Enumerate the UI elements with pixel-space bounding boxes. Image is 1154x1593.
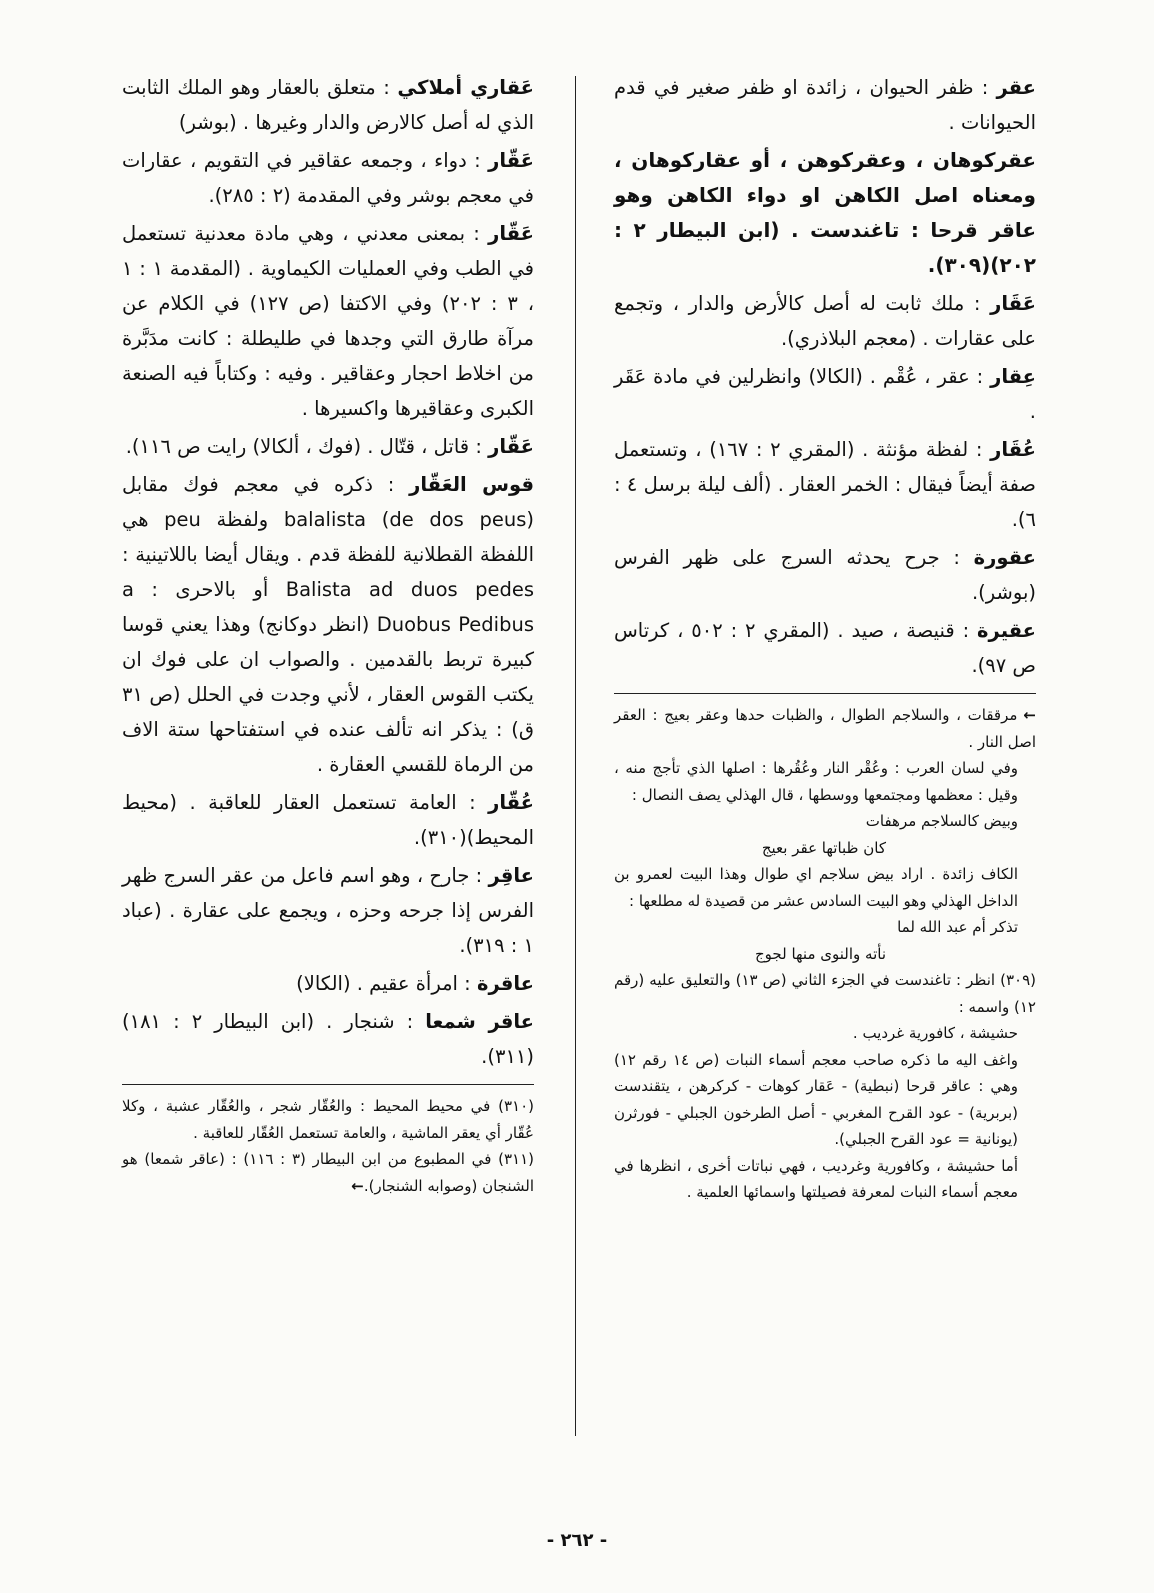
entry-text: عقركوهان ، وعقركوهن ، أو عقاركوهان ، ومعناه اصل الكاهن او دواء الكاهن وهو عاقر قرحا : تاغندست . (ابن البيطار ٢ : ٢٠٢)(٣٠٩). [614,148,1036,277]
entry-headword: عاقِر [488,864,534,887]
page-number: - ٢٦٢ - [546,1530,608,1551]
entry-text: : جرح يحدثه السرج على ظهر الفرس (بوشر). [614,546,1036,604]
entry [614,286,1036,356]
entry-text: : العامة تستعمل العقار للعاقبة . (محيط المحيط)(٣١٠). [122,791,534,849]
footnote-verse: تذكر أم عبد الله لما [897,918,1018,936]
footnote: (٣٠٩) انظر : تاغندست في الجزء الثاني (ص ١٣) والتعليق عليه (رقم ١٢) واسمه : [614,971,1036,1016]
entry [122,216,534,426]
entry-headword: عَقّار [488,149,534,172]
entry-text: : عقر ، عُقْم . (الكالا) وانظرلين في مادة عَقَر . [614,365,1036,423]
entry [122,858,534,963]
continued-arrow-icon: ← [351,1176,364,1195]
entry [614,70,1036,140]
entry [122,143,534,213]
entry-text: : ذكره في معجم فوك مقابل balalista (de dos peus) ولفظة peu هي اللفظة القطلانية للفظة قدم . ويقال أيضا باللاتينية : Balista ad duos pedes أو بالاحرى : a Duobus Pedibus (انظر دوكانج) وهذا يعني قوسا كبيرة تربط بالقدمين . والصواب ان على فوك ان يكتب القوس العقار ، لأني وجدت في الحلل (ص ٣١ ق) : يذكر انه تألف عنده في استفتاحها ستة الاف من الرماة للقسي العقارة . [122,473,535,776]
entry-headword: عَقّار [488,222,534,245]
left-column [122,70,534,1199]
footnote-verse: كان ظباتها عقر بعيج [761,838,886,857]
entry-text: : قاتل ، قتّال . (فوك ، ألكالا) رايت ص ١١٦). [125,435,489,458]
footnote: واغف اليه ما ذكره صاحب معجم أسماء النبات (ص ١٤ رقم ١٢) وهي : عاقر قرحا (نبطية) - عَقار كوهات - كركرهن ، يتقندست (بربرية) - عود القرح المغربي - أصل الطرخون الجبلي - فورثرن (يونانية = عود القرح الجبلي). [614,1050,1019,1148]
footnote: الكاف زائدة . اراد بيض سلاجم اي طوال وهذا البيت لعمرو بن الداخل الهذلي وهو البيت السادس عشر من قصيدة له مطلعها : [614,865,1018,910]
entry-headword: عَقَار [990,292,1036,315]
entry-text: : ظفر الحيوان ، زائدة او ظفر صغير في قدم الحيوانات . [614,76,1036,134]
entry-text: : متعلق بالعقار وهو الملك الثابت الذي له أصل كالارض والدار وغيرها . (بوشر) [122,76,534,134]
entry [122,70,534,140]
entry [614,143,1036,283]
entry [122,467,534,782]
footnote-separator [122,1084,534,1085]
entry-headword: قوس العَقّار [409,473,534,496]
footnote-verse: وبيض كالسلاجم مرهفات [865,812,1018,830]
entry [122,429,534,464]
entry-headword: عُقَار [990,438,1036,461]
entry-headword: عقر [996,76,1036,99]
entry-text: : لفظة مؤنثة . (المقري ٢ : ١٦٧) ، وتستعمل صفة أيضاً فيقال : الخمر العقار . (ألف ليلة برسل ٤ : ٦). [614,438,1036,531]
footnote: وفي لسان العرب : وعُقْر النار وعُقُرها : اصلها الذي تأجج منه ، وقيل : معظمها ومجتمعها ووسطها ، قال الهذلي يصف النصال : [614,759,1018,804]
footnote-separator [614,693,1036,694]
entry-text: : جارح ، وهو اسم فاعل من عقر السرج ظهر الفرس إذا جرحه وحزه ، ويجمع على عقارة . (عباد ١ : ٣١٩). [122,864,534,957]
footnote: أما حشيشة ، وكافورية وغرديب ، فهي نباتات أخرى ، انظرها في معجم أسماء النبات لمعرفة فصيلتها واسمائها العلمية . [614,1156,1018,1201]
footnote: ←مرققات ، والسلاجم الطوال ، والظبات حدها وعقر بعيج : العقر اصل النار . [614,702,1036,755]
entry-text: : ملك ثابت له أصل كالأرض والدار ، وتجمع على عقارات . (معجم البلاذري). [614,292,1036,350]
entry [614,359,1036,429]
entry-headword: عِقار [990,365,1036,388]
entry-text: : قنيصة ، صيد . (المقري ٢ : ٥٠٢ ، كرتاس ص ٩٧). [614,619,1036,677]
entry-headword: عاقر شمعا [425,1010,534,1033]
footnote: حشيشة ، كافورية غرديب . [852,1024,1018,1042]
entry-headword: عاقرة [476,972,534,995]
footnote: (٣١١) في المطبوع من ابن البيطار (٣ : ١١٦) : (عاقر شمعا) هو الشنجان (وصوابه الشنجار).← [122,1146,534,1199]
entry [614,432,1036,537]
entry-headword: عقيرة [977,619,1037,642]
footnote: (٣١٠) في محيط المحيط : والعُقّار شجر ، والعُقّار عشبة ، وكلا عُقّار أي يعقر الماشية ، والعامة تستعمل العُقّار للعاقبة . [122,1097,534,1142]
entry [122,1004,534,1074]
entry [122,785,534,855]
entry-text: : دواء ، وجمعه عقاقير في التقويم ، عقارات في معجم بوشر وفي المقدمة (٢ : ٢٨٥). [122,149,534,207]
entry-headword: عَقاري أملاكي [397,76,534,99]
entry-headword: عَقّار [488,435,534,458]
entry [122,966,534,1001]
footnote-verse: نأته والنوى منها لجوج [755,944,886,963]
entry [614,540,1036,610]
continued-arrow-icon: ← [1023,706,1036,724]
entry-text: : امرأة عقيم . (الكالا) [296,972,477,995]
entry-text: : بمعنى معدني ، وهي مادة معدنية تستعمل في الطب وفي العمليات الكيماوية . (المقدمة ١ : ١ ، ٣ : ٢٠٢) وفي الاكتفا (ص ١٢٧) في الكلام عن مرآة طارق التي وجدها في طليطلة : كانت مدَبَّرة من اخلاط احجار وعقاقير . وفيه : وكتاباً فيه الصنعة الكبرى وعقاقيرها واكسيرها . [122,222,535,420]
entry [614,613,1036,683]
right-column [614,70,1036,1206]
column-divider [575,76,576,1436]
entry-headword: عُقّار [488,791,534,814]
entry-headword: عقورة [973,546,1036,569]
entry-text: : شنجار . (ابن البيطار ٢ : ١٨١)(٣١١). [122,1010,534,1068]
